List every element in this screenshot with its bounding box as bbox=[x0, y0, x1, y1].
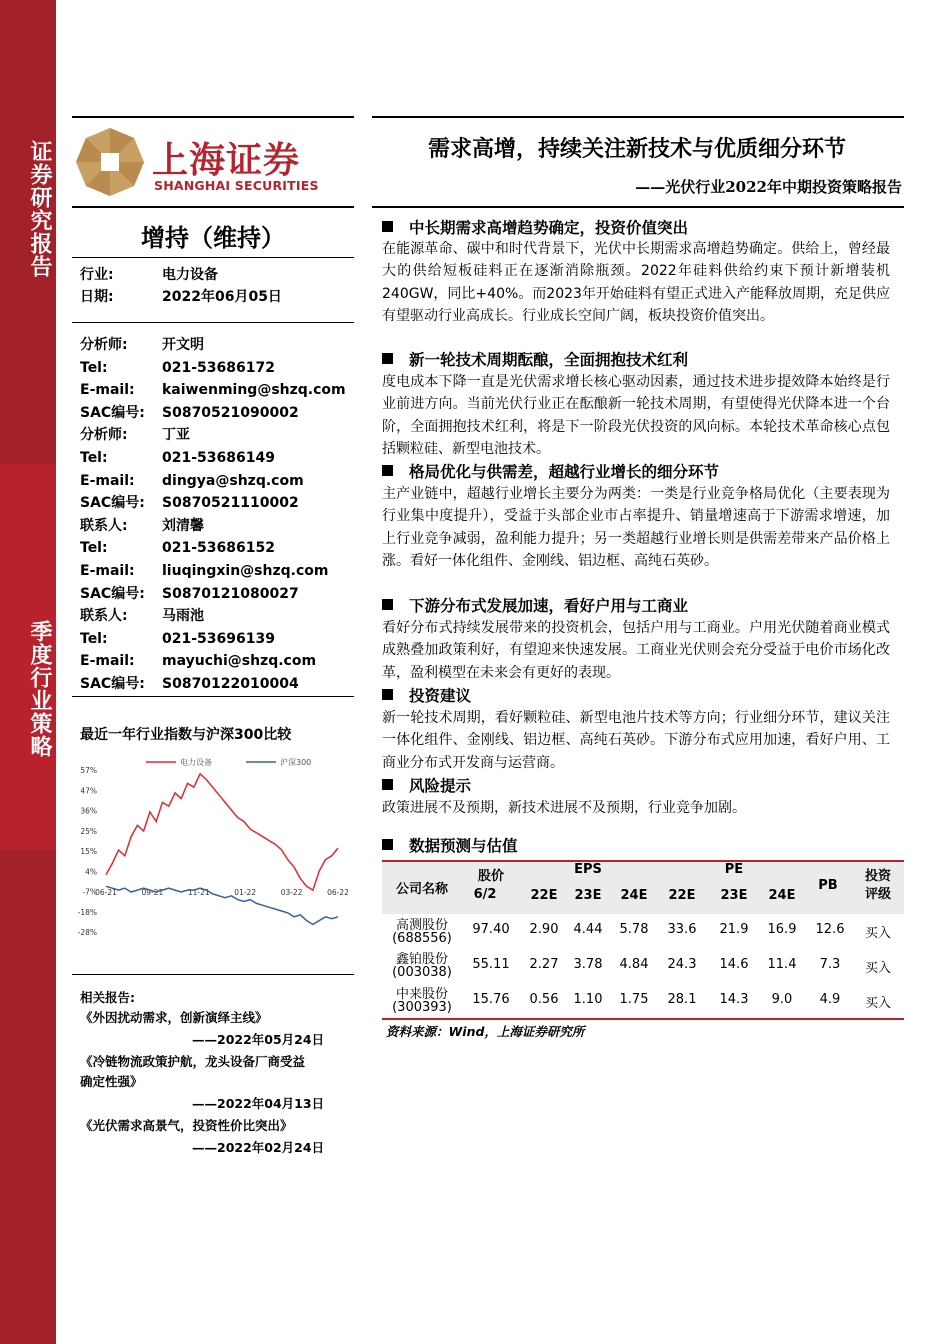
header-pe: PE bbox=[724, 862, 744, 877]
contact-value: S0870122010004 bbox=[162, 676, 299, 692]
bullet-square-icon bbox=[382, 465, 393, 476]
x-tick-label: 11-21 bbox=[187, 887, 210, 897]
info-key: 日期: bbox=[80, 289, 114, 305]
bullet-square-icon bbox=[382, 221, 393, 232]
contact-key: 分析师: bbox=[80, 337, 128, 353]
company-name: 高测股份 bbox=[395, 918, 448, 933]
contact-key: 分析师: bbox=[80, 427, 128, 444]
sidebar-middle-band bbox=[0, 464, 56, 850]
info-value: 电力设备 bbox=[162, 267, 218, 283]
sidebar-bottom-band bbox=[0, 850, 56, 1344]
contact-key: SAC编号: bbox=[80, 495, 145, 512]
section-heading: 中长期需求高增趋势确定，投资价值突出 bbox=[382, 216, 688, 238]
rating-cell: 买入 bbox=[864, 961, 891, 976]
eps-cell: 5.78 bbox=[619, 922, 649, 937]
bullet-square-icon bbox=[382, 353, 393, 364]
contact-key: 联系人: bbox=[80, 608, 128, 625]
eps-cell: 1.10 bbox=[573, 992, 603, 1007]
section-heading: 下游分布式发展加速，看好户用与工商业 bbox=[382, 594, 688, 616]
section-text: 新一轮技术周期，看好颗粒硅、新型电池片技术等方向；行业细分环节，建议关注一体化组件、金刚线、铝边框、高纯石英砂。下游分布式应用加速，看好户用、工商业分布式开发商与运营商。 bbox=[382, 710, 890, 771]
header-year: 24E bbox=[620, 888, 648, 903]
contact-value: S0870521110002 bbox=[162, 495, 299, 512]
pe-cell: 24.3 bbox=[667, 957, 697, 972]
company-code: (300393) bbox=[392, 1000, 452, 1015]
section-heading: 格局优化与供需差，超越行业增长的细分环节 bbox=[382, 460, 719, 482]
contact-key: E-mail: bbox=[80, 382, 135, 399]
bullet-square-icon bbox=[382, 779, 393, 790]
index-comparison-chart bbox=[76, 754, 352, 944]
contact-value: 021-53686152 bbox=[162, 540, 275, 557]
contacts-bottom-rule bbox=[72, 696, 354, 697]
contact-key: 联系人: bbox=[80, 517, 128, 534]
table-source: 资料来源：Wind，上海证券研究所 bbox=[386, 1024, 585, 1039]
pb-cell: 12.6 bbox=[815, 922, 845, 937]
pe-cell: 14.3 bbox=[719, 992, 749, 1007]
y-tick-label: 36% bbox=[80, 806, 97, 816]
related-report-date: ——2022年02月24日 bbox=[192, 1140, 325, 1155]
related-report-title[interactable]: 《外因扰动需求，创新演绎主线》 bbox=[80, 1010, 268, 1025]
logo-chinese-text: 上海证券 bbox=[152, 140, 301, 181]
pe-cell: 16.9 bbox=[767, 922, 797, 937]
pb-cell: 7.3 bbox=[819, 957, 841, 972]
info-key: 行业: bbox=[80, 267, 114, 283]
eps-cell: 2.27 bbox=[529, 957, 559, 972]
legend-label: 电力设备 bbox=[180, 758, 212, 767]
pe-cell: 33.6 bbox=[667, 922, 697, 937]
related-report-title[interactable]: 《冷链物流政策护航，龙头设备厂商受益 bbox=[80, 1054, 306, 1069]
sidebar-top-band bbox=[0, 0, 56, 464]
related-report-date: ——2022年04月13日 bbox=[192, 1096, 325, 1111]
header-year: 23E bbox=[574, 888, 602, 903]
pe-cell: 11.4 bbox=[767, 957, 797, 972]
related-report-title[interactable]: 《光伏需求高景气，投资性价比突出》 bbox=[80, 1118, 293, 1133]
contact-email[interactable]: kaiwenming@shzq.com bbox=[162, 382, 346, 399]
section-heading: 数据预测与估值 bbox=[382, 834, 518, 856]
header-rating: 投资评级 bbox=[864, 869, 891, 902]
chart-title: 最近一年行业指数与沪深300比较 bbox=[80, 727, 292, 743]
x-tick-label: 03-22 bbox=[280, 887, 303, 897]
contact-key: Tel: bbox=[80, 450, 108, 466]
header-pb: PB bbox=[818, 878, 838, 893]
rating: 增持（维持） bbox=[141, 223, 285, 252]
rating-cell: 买入 bbox=[864, 996, 891, 1011]
contact-value: 021-53696139 bbox=[162, 630, 275, 647]
contact-email[interactable]: mayuchi@shzq.com bbox=[162, 653, 317, 670]
section-text: 在能源革命、碳中和时代背景下，光伏中长期需求高增趋势确定。供给上，曾经最大的供给短板硅料正在逐渐消除瓶颈。2022年硅料供给约束下预计新增装机240GW，同比+40%。而2023年开始硅料有望正式进入产能释放周期，充足供应有望驱动行业高成长。行业成长空间广阔，板块投资价值突出。 bbox=[382, 241, 890, 324]
header-price-date: 6/2 bbox=[473, 887, 497, 902]
price-cell: 15.76 bbox=[472, 992, 510, 1007]
related-report-date: ——2022年05月24日 bbox=[192, 1032, 325, 1047]
bullet-square-icon bbox=[382, 839, 393, 850]
series-line bbox=[106, 774, 338, 890]
logo-bottom-rule bbox=[72, 206, 354, 208]
x-tick-label: 09-21 bbox=[141, 887, 164, 897]
related-report-title-cont[interactable]: 确定性强》 bbox=[80, 1074, 143, 1089]
section-text: 看好分布式持续发展带来的投资机会，包括户用与工商业。户用光伏随着商业模式成熟叠加政策利好，有望迎来快速发展。工商业光伏则会充分受益于电价市场化改革，盈利模型在未来会有更好的表现。 bbox=[382, 620, 890, 681]
contact-value: 马雨池 bbox=[162, 608, 204, 625]
y-tick-label: -28% bbox=[77, 928, 97, 937]
section-text: 政策进展不及预期，新技术进展不及预期，行业竞争加剧。 bbox=[382, 800, 746, 816]
eps-cell: 2.90 bbox=[529, 922, 559, 937]
company-code: (688556) bbox=[392, 931, 452, 946]
company-name: 中来股份 bbox=[395, 987, 448, 1002]
contact-key: Tel: bbox=[80, 630, 108, 647]
x-tick-label: 01-22 bbox=[234, 887, 257, 897]
contact-key: E-mail: bbox=[80, 472, 135, 489]
y-tick-label: -7% bbox=[82, 887, 97, 897]
rating-cell: 买入 bbox=[864, 926, 891, 941]
pe-cell: 14.6 bbox=[719, 957, 749, 972]
section-text: 度电成本下降一直是光伏需求增长核心驱动因素，通过技术进步提效降本始终是行业前进方向。当前光伏行业正在酝酿新一轮技术周期，有望使得光伏降本进一个台阶，全面拥抱技术红利，将是下一阶段光伏投资的风向标。本轮技术革命核心点包括颗粒硅、新型电池技术。 bbox=[382, 374, 890, 457]
title-bottom-rule bbox=[372, 206, 904, 208]
contact-value: 021-53686149 bbox=[162, 450, 275, 466]
info-bottom-rule bbox=[72, 322, 354, 323]
company-name: 鑫铂股份 bbox=[395, 952, 448, 967]
header-year: 24E bbox=[768, 888, 796, 903]
contact-value: 丁亚 bbox=[162, 427, 190, 444]
eps-cell: 4.84 bbox=[619, 957, 649, 972]
header-price: 股价 bbox=[477, 869, 504, 884]
bullet-square-icon bbox=[382, 689, 393, 700]
header-year: 22E bbox=[530, 888, 558, 903]
contact-value: S0870121080027 bbox=[162, 585, 299, 602]
price-cell: 55.11 bbox=[472, 957, 510, 972]
contact-key: Tel: bbox=[80, 359, 108, 376]
x-tick-label: 06-21 bbox=[95, 887, 117, 897]
x-tick-label: 06-22 bbox=[327, 887, 349, 897]
left-top-rule bbox=[72, 116, 354, 118]
y-tick-label: -18% bbox=[77, 907, 97, 917]
section-heading: 投资建议 bbox=[382, 684, 471, 706]
pe-cell: 9.0 bbox=[771, 992, 793, 1007]
related-reports-label: 相关报告: bbox=[80, 990, 135, 1005]
report-subtitle: ——光伏行业2022年中期投资策略报告 bbox=[635, 178, 902, 196]
table-bottom-rule bbox=[382, 1018, 904, 1020]
report-title: 需求高增，持续关注新技术与优质细分环节 bbox=[427, 136, 846, 162]
y-tick-label: 25% bbox=[80, 826, 97, 836]
header-year: 23E bbox=[720, 888, 748, 903]
chart-bottom-rule bbox=[72, 974, 354, 975]
sidebar-label-report-type: 证券研究报告 bbox=[27, 140, 53, 278]
legend-label: 沪深300 bbox=[280, 758, 312, 767]
header-year: 22E bbox=[668, 888, 696, 903]
contact-key: E-mail: bbox=[80, 563, 135, 579]
contact-key: SAC编号: bbox=[80, 676, 145, 692]
contact-key: Tel: bbox=[80, 540, 108, 557]
contact-email[interactable]: liuqingxin@shzq.com bbox=[162, 563, 329, 579]
pe-cell: 21.9 bbox=[719, 922, 749, 937]
contact-value: 开文明 bbox=[162, 337, 204, 353]
contact-value: 刘清馨 bbox=[162, 517, 204, 534]
eps-cell: 3.78 bbox=[573, 957, 603, 972]
contact-key: SAC编号: bbox=[80, 404, 145, 421]
sidebar-label-strategy: 季度行业策略 bbox=[27, 620, 53, 758]
eps-cell: 1.75 bbox=[619, 992, 649, 1007]
header-eps: EPS bbox=[574, 862, 602, 877]
y-tick-label: 47% bbox=[80, 786, 97, 796]
info-value: 2022年06月05日 bbox=[162, 289, 282, 305]
section-text: 主产业链中，超越行业增长主要分为两类：一类是行业竞争格局优化（主要表现为行业集中度提升），受益于头部企业市占率提升、销量增速高于下游需求增速，加上行业竞争减弱，盈利能力提升；另一类超越行业增长则是供需差带来产品价格上涨。看好一体化组件、金刚线、铝边框、高纯石英砂。 bbox=[382, 486, 890, 569]
company-code: (003038) bbox=[392, 965, 452, 980]
section-heading: 风险提示 bbox=[382, 774, 471, 796]
contact-value: S0870521090002 bbox=[162, 404, 299, 421]
right-top-rule bbox=[372, 116, 904, 118]
y-tick-label: 15% bbox=[80, 847, 97, 856]
contact-key: SAC编号: bbox=[80, 585, 145, 602]
section-heading: 新一轮技术周期酝酿，全面拥抱技术红利 bbox=[382, 348, 688, 370]
logo-english-text: SHANGHAI SECURITIES bbox=[154, 178, 319, 193]
header-company: 公司名称 bbox=[395, 882, 448, 897]
contact-key: E-mail: bbox=[80, 653, 135, 670]
contact-value: 021-53686172 bbox=[162, 359, 275, 376]
price-cell: 97.40 bbox=[472, 922, 510, 937]
contact-email[interactable]: dingya@shzq.com bbox=[162, 472, 304, 489]
bullet-square-icon bbox=[382, 599, 393, 610]
y-tick-label: 4% bbox=[85, 867, 97, 877]
pe-cell: 28.1 bbox=[667, 992, 697, 1007]
eps-cell: 0.56 bbox=[529, 992, 559, 1007]
pb-cell: 4.9 bbox=[819, 992, 841, 1007]
rating-bottom-rule bbox=[72, 257, 354, 258]
eps-cell: 4.44 bbox=[573, 922, 603, 937]
y-tick-label: 57% bbox=[80, 766, 97, 775]
